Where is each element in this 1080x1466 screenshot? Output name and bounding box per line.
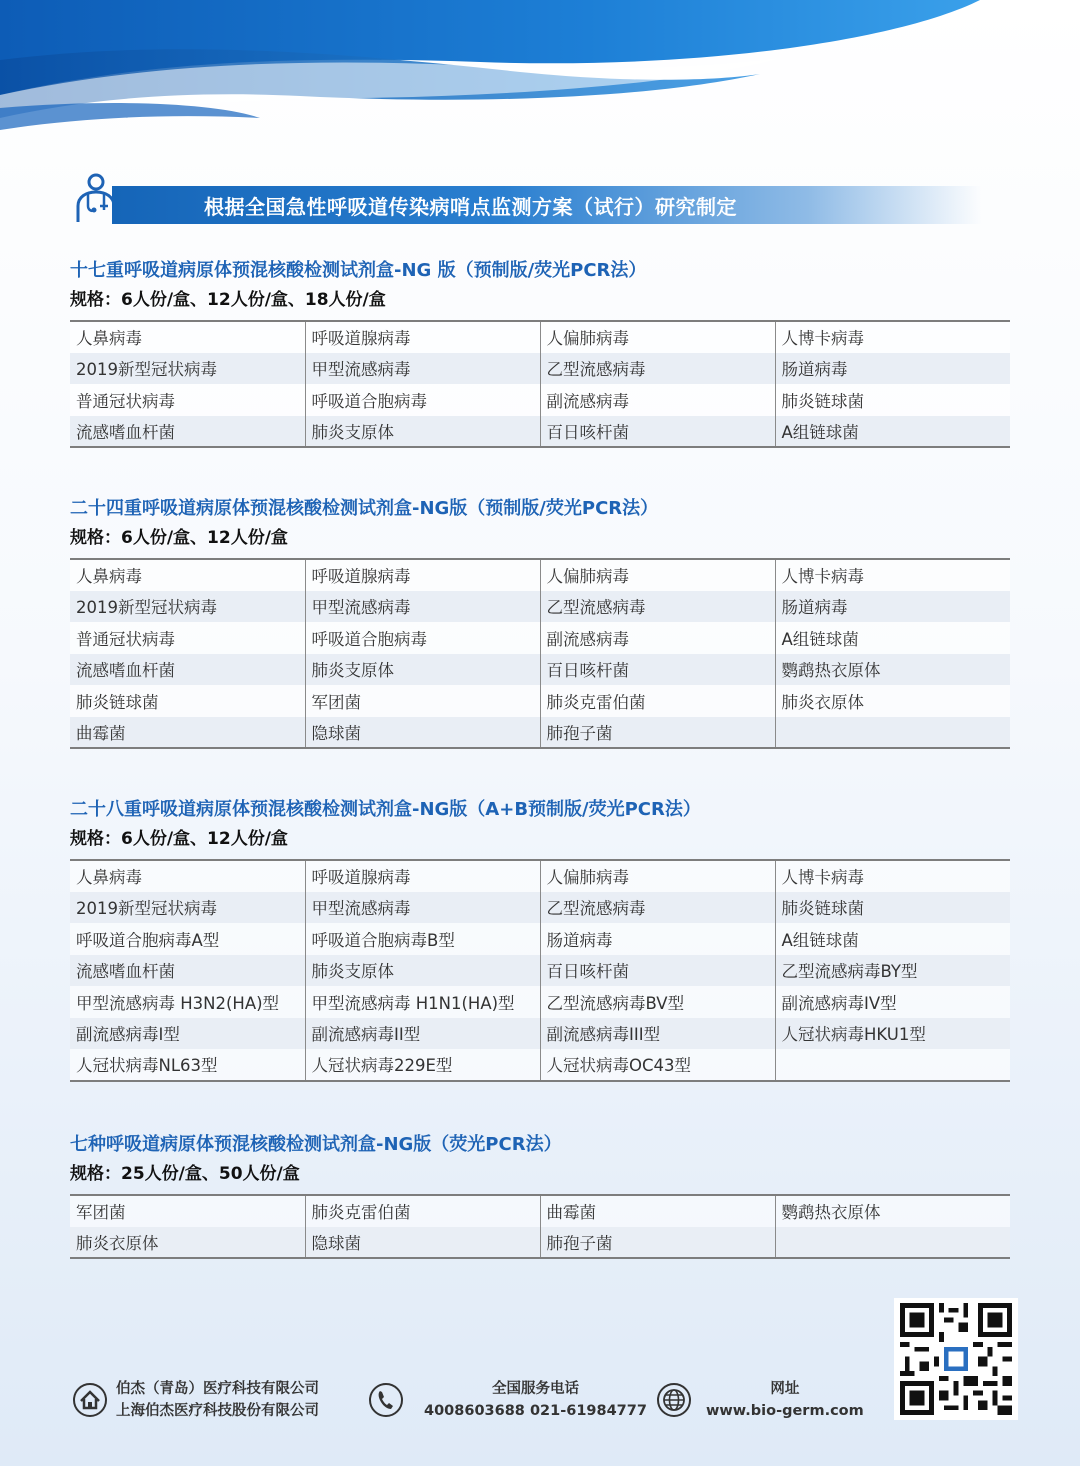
table-cell: 百日咳杆菌 — [540, 416, 775, 448]
footer-phone — [368, 1378, 647, 1422]
table-cell: 甲型流感病毒 — [305, 353, 540, 385]
table-cell: 人鼻病毒 — [70, 321, 305, 353]
table-cell — [775, 717, 1010, 749]
pathogen-table — [70, 859, 1010, 1082]
table-cell: 呼吸道合胞病毒B型 — [305, 923, 540, 955]
phone-numbers[interactable]: 4008603688 021-61984777 — [424, 1403, 647, 1419]
table-cell: 2019新型冠状病毒 — [70, 892, 305, 924]
table-cell: 普通冠状病毒 — [70, 384, 305, 416]
table-row — [70, 923, 1010, 955]
table-row — [70, 384, 1010, 416]
table-cell: 肺炎链球菌 — [775, 892, 1010, 924]
table-cell: 人偏肺病毒 — [540, 559, 775, 591]
footer-website — [656, 1378, 864, 1422]
table-row — [70, 1049, 1010, 1081]
table-cell: 呼吸道合胞病毒 — [305, 384, 540, 416]
section-title: 十七重呼吸道病原体预混核酸检测试剂盒-NG 版（预制版/荧光PCR法） — [70, 260, 647, 281]
table-cell: 流感嗜血杆菌 — [70, 416, 305, 448]
section-spec: 规格：6人份/盒、12人份/盒 — [70, 528, 288, 548]
table-cell: 流感嗜血杆菌 — [70, 955, 305, 987]
table-cell: 人鼻病毒 — [70, 860, 305, 892]
table-cell: A组链球菌 — [775, 622, 1010, 654]
table-cell: 呼吸道腺病毒 — [305, 860, 540, 892]
table-cell: 乙型流感病毒 — [540, 591, 775, 623]
table-cell: 肺炎支原体 — [305, 416, 540, 448]
table-cell: 甲型流感病毒 — [305, 591, 540, 623]
table-cell: 肺炎衣原体 — [70, 1227, 305, 1259]
table-cell: 百日咳杆菌 — [540, 654, 775, 686]
table-cell: 鹦鹉热衣原体 — [775, 654, 1010, 686]
table-cell: 甲型流感病毒 — [305, 892, 540, 924]
table-row — [70, 986, 1010, 1018]
table-row — [70, 353, 1010, 385]
table-cell: 人博卡病毒 — [775, 559, 1010, 591]
table-row — [70, 559, 1010, 591]
table-cell: 人冠状病毒229E型 — [305, 1049, 540, 1081]
table-cell: 副流感病毒I型 — [70, 1018, 305, 1050]
table-cell: 普通冠状病毒 — [70, 622, 305, 654]
company-name-1: 伯杰（青岛）医疗科技有限公司 — [116, 1381, 319, 1397]
table-row — [70, 955, 1010, 987]
table-cell: 人冠状病毒NL63型 — [70, 1049, 305, 1081]
table-cell: A组链球菌 — [775, 923, 1010, 955]
globe-icon — [656, 1382, 692, 1418]
section-title: 二十八重呼吸道病原体预混核酸检测试剂盒-NG版（A+B预制版/荧光PCR法） — [70, 799, 701, 820]
table-row — [70, 1195, 1010, 1227]
table-cell: 人偏肺病毒 — [540, 860, 775, 892]
table-cell: 人偏肺病毒 — [540, 321, 775, 353]
header-wave-decoration — [0, 0, 1080, 140]
table-row — [70, 685, 1010, 717]
phone-icon — [368, 1382, 404, 1418]
table-cell: 乙型流感病毒 — [540, 353, 775, 385]
table-row — [70, 622, 1010, 654]
section-title: 七种呼吸道病原体预混核酸检测试剂盒-NG版（荧光PCR法） — [70, 1134, 562, 1155]
table-cell: 2019新型冠状病毒 — [70, 591, 305, 623]
table-row — [70, 321, 1010, 353]
section-spec: 规格：6人份/盒、12人份/盒、18人份/盒 — [70, 290, 386, 310]
header-band — [72, 178, 982, 226]
table-cell: 肠道病毒 — [775, 353, 1010, 385]
table-cell: 副流感病毒III型 — [540, 1018, 775, 1050]
header-title: 根据全国急性呼吸道传染病哨点监测方案（试行）研究制定 — [204, 194, 737, 219]
table-cell: 乙型流感病毒BY型 — [775, 955, 1010, 987]
table-cell: 乙型流感病毒BV型 — [540, 986, 775, 1018]
table-cell: 曲霉菌 — [70, 717, 305, 749]
table-cell: 呼吸道腺病毒 — [305, 559, 540, 591]
table-row — [70, 591, 1010, 623]
table-cell: 百日咳杆菌 — [540, 955, 775, 987]
table-cell: 肺炎克雷伯菌 — [305, 1195, 540, 1227]
table-cell: 军团菌 — [70, 1195, 305, 1227]
table-cell: 肺孢子菌 — [540, 1227, 775, 1259]
table-cell: 军团菌 — [305, 685, 540, 717]
phone-label: 全国服务电话 — [491, 1381, 579, 1397]
table-cell: 甲型流感病毒 H1N1(HA)型 — [305, 986, 540, 1018]
table-cell: 曲霉菌 — [540, 1195, 775, 1227]
table-cell: 乙型流感病毒 — [540, 892, 775, 924]
table-cell: 人博卡病毒 — [775, 860, 1010, 892]
web-label: 网址 — [770, 1381, 800, 1397]
table-row — [70, 892, 1010, 924]
table-cell: 鹦鹉热衣原体 — [775, 1195, 1010, 1227]
table-cell: 副流感病毒 — [540, 622, 775, 654]
table-cell: 呼吸道合胞病毒 — [305, 622, 540, 654]
footer-company — [72, 1378, 319, 1422]
table-row — [70, 1018, 1010, 1050]
table-cell: 副流感病毒II型 — [305, 1018, 540, 1050]
table-row — [70, 1227, 1010, 1259]
product-section-28 — [70, 797, 1012, 1082]
table-cell: A组链球菌 — [775, 416, 1010, 448]
section-spec: 规格：25人份/盒、50人份/盒 — [70, 1164, 300, 1184]
table-cell: 肺炎衣原体 — [775, 685, 1010, 717]
table-cell: 人鼻病毒 — [70, 559, 305, 591]
section-title: 二十四重呼吸道病原体预混核酸检测试剂盒-NG版（预制版/荧光PCR法） — [70, 498, 659, 519]
table-cell: 肺孢子菌 — [540, 717, 775, 749]
product-section-17 — [70, 258, 1012, 448]
table-cell: 隐球菌 — [305, 717, 540, 749]
table-cell: 呼吸道合胞病毒A型 — [70, 923, 305, 955]
product-section-7 — [70, 1132, 1012, 1259]
table-cell: 肺炎链球菌 — [70, 685, 305, 717]
pathogen-table — [70, 558, 1010, 749]
section-spec: 规格：6人份/盒、12人份/盒 — [70, 829, 288, 849]
table-cell: 肺炎克雷伯菌 — [540, 685, 775, 717]
table-cell: 副流感病毒 — [540, 384, 775, 416]
table-cell: 肺炎链球菌 — [775, 384, 1010, 416]
table-cell: 流感嗜血杆菌 — [70, 654, 305, 686]
table-cell: 肺炎支原体 — [305, 955, 540, 987]
qr-code-icon — [894, 1298, 1018, 1420]
table-cell: 副流感病毒IV型 — [775, 986, 1010, 1018]
table-cell: 肺炎支原体 — [305, 654, 540, 686]
table-cell: 呼吸道腺病毒 — [305, 321, 540, 353]
table-cell: 2019新型冠状病毒 — [70, 353, 305, 385]
table-cell: 肠道病毒 — [775, 591, 1010, 623]
table-cell — [775, 1227, 1010, 1259]
header-bar — [112, 186, 982, 224]
table-cell: 人冠状病毒HKU1型 — [775, 1018, 1010, 1050]
table-cell — [775, 1049, 1010, 1081]
table-cell: 肠道病毒 — [540, 923, 775, 955]
table-cell: 甲型流感病毒 H3N2(HA)型 — [70, 986, 305, 1018]
table-row — [70, 717, 1010, 749]
pathogen-table — [70, 320, 1010, 448]
company-name-2: 上海伯杰医疗科技股份有限公司 — [116, 1403, 319, 1419]
table-row — [70, 654, 1010, 686]
pathogen-table — [70, 1194, 1010, 1259]
web-url[interactable]: www.bio-germ.com — [706, 1403, 864, 1419]
home-icon — [72, 1382, 108, 1418]
table-row — [70, 416, 1010, 448]
table-cell: 人博卡病毒 — [775, 321, 1010, 353]
table-cell: 隐球菌 — [305, 1227, 540, 1259]
table-row — [70, 860, 1010, 892]
product-section-24 — [70, 496, 1012, 749]
table-cell: 人冠状病毒OC43型 — [540, 1049, 775, 1081]
